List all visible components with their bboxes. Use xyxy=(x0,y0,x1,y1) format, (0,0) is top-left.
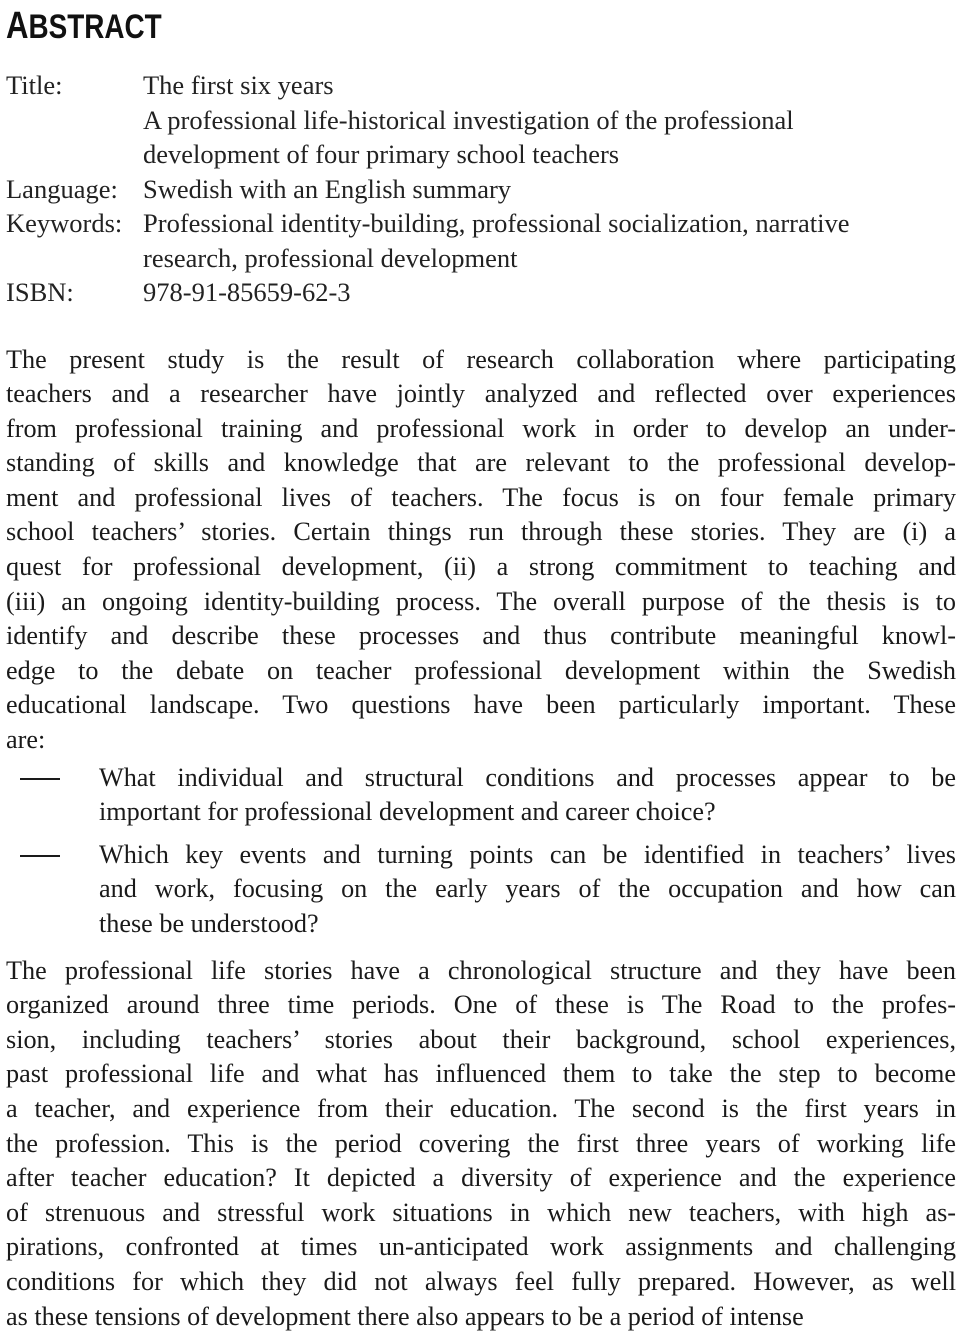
page-title-initial: A xyxy=(6,5,29,47)
paragraph-line: teachers and a researcher have jointly analyzed and reflected over experiences xyxy=(6,379,956,409)
paragraph-line: from professional training and professional work in order to develop an under- xyxy=(6,413,956,443)
meta-keywords-line: Professional identity-building, professional socialization, narrative xyxy=(143,208,850,238)
paragraph-line: of strenuous and stressful work situations in which new teachers, with high as- xyxy=(6,1197,956,1227)
paragraph-line: organized around three time periods. One of these is The Road to the profes- xyxy=(6,990,956,1020)
meta-isbn-label: ISBN: xyxy=(6,277,74,307)
research-questions-list xyxy=(6,761,956,942)
paragraph-line: edge to the debate on teacher professional development within the Swedish xyxy=(6,655,956,685)
paragraph-line: educational landscape. Two questions have been particularly important. These xyxy=(6,690,956,720)
page-title-rest: BSTRACT xyxy=(28,8,162,46)
paragraph-2 xyxy=(6,954,956,1335)
meta-title-row xyxy=(6,68,956,172)
paragraph-line: (iii) an ongoing identity-building process. The overall purpose of the thesis is to xyxy=(6,586,956,616)
paragraph-line: after teacher education? It depicted a diversity of experience and the experience xyxy=(6,1163,956,1193)
paragraph-line: the profession. This is the period covering the first three years of working life xyxy=(6,1128,956,1158)
meta-keywords-value xyxy=(143,206,956,275)
list-item-line: What individual and structural conditions and processes appear to be xyxy=(99,762,956,792)
meta-title-line: The first six years xyxy=(143,70,334,100)
meta-isbn-value: 978-91-85659-62-3 xyxy=(143,277,351,307)
meta-title-line: A professional life-historical investigation of the professional xyxy=(143,104,794,135)
metadata-block xyxy=(6,68,956,310)
paragraph-line: are: xyxy=(6,725,46,755)
meta-title-label: Title: xyxy=(6,70,63,100)
list-item-text xyxy=(99,761,956,830)
paragraph-line: The present study is the result of research collaboration where participating xyxy=(6,344,956,374)
list-item-text xyxy=(99,838,956,942)
meta-isbn-row xyxy=(6,275,956,310)
dash-bullet-icon xyxy=(20,838,60,873)
list-item xyxy=(6,761,956,830)
meta-title-line: development of four primary school teachers xyxy=(143,139,620,169)
dash-bullet-icon xyxy=(20,761,60,796)
meta-language-label: Language: xyxy=(6,173,118,204)
paragraph-line: identify and describe these processes and thus contribute meaningful knowl- xyxy=(6,621,956,651)
paragraph-line: conditions for which they did not always feel fully prepared. However, as well xyxy=(6,1266,956,1296)
meta-keywords-line: research, professional development xyxy=(143,242,518,273)
meta-keywords-row xyxy=(6,206,956,275)
paragraph-line: school teachers’ stories. Certain things run through these stories. They are (i) a xyxy=(6,517,956,547)
meta-keywords-label: Keywords: xyxy=(6,208,123,238)
abstract-body xyxy=(6,343,956,1335)
list-item xyxy=(6,838,956,942)
meta-title-value xyxy=(143,68,956,172)
paragraph-line: a teacher, and experience from their education. The second is the first years in xyxy=(6,1093,956,1123)
paragraph-line: quest for professional development, (ii) a strong commitment to teaching and xyxy=(6,552,956,582)
paragraph-line: standing of skills and knowledge that are relevant to the professional develop- xyxy=(6,448,956,478)
paragraph-line: sion, including teachers’ stories about their background, school experiences, xyxy=(6,1024,956,1054)
paragraph-1 xyxy=(6,343,956,758)
paragraph-line: The professional life stories have a chronological structure and they have been xyxy=(6,955,956,985)
page-title xyxy=(6,0,785,48)
paragraph-line: pirations, confronted at times un-anticipated work assignments and challenging xyxy=(6,1232,956,1262)
list-item-line: Which key events and turning points can be identified in teachers’ lives xyxy=(99,839,956,869)
meta-language-value: Swedish with an English summary xyxy=(143,173,512,204)
paragraph-line: as these tensions of development there also appears to be a period of intense xyxy=(6,1301,804,1331)
list-item-line: these be understood? xyxy=(99,909,319,938)
list-item-line: important for professional development and career choice? xyxy=(99,797,716,827)
abstract-page xyxy=(6,0,956,1334)
meta-language-row xyxy=(6,172,956,207)
list-item-line: and work, focusing on the early years of the occupation and how can xyxy=(99,874,956,904)
paragraph-line: ment and professional lives of teachers. The focus is on four female primary xyxy=(6,482,956,512)
paragraph-line: past professional life and what has influenced them to take the step to become xyxy=(6,1059,956,1089)
